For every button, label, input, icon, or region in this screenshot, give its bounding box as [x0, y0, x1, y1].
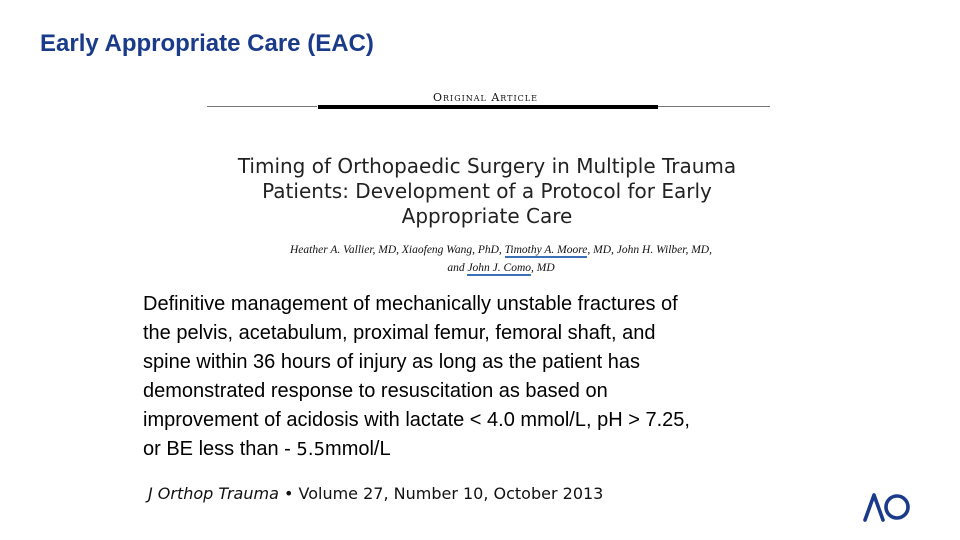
base-excess-unit: mmol/L [325, 438, 391, 460]
ao-logo-letter-o [886, 496, 908, 518]
definition-line-6 [143, 435, 823, 464]
definition-line-4: demonstrated response to resuscitation as based on [143, 380, 608, 402]
author-moore-suffix: , MD, [587, 244, 614, 256]
base-excess-value: 5.5 [296, 439, 326, 460]
author-como-link[interactable]: John J. Como [467, 262, 532, 274]
header-rule-right [658, 106, 770, 107]
author-moore-link[interactable]: Timothy A. Moore [504, 244, 588, 256]
author-wilber: John H. Wilber, MD, [616, 244, 712, 256]
article-title [230, 154, 744, 229]
article-section-label: Original Article [433, 91, 538, 104]
definition-line-6-prefix: or BE less than - [143, 438, 291, 460]
author-como-suffix: , MD [531, 262, 555, 274]
author-vallier: Heather A. Vallier, MD, [290, 244, 400, 256]
article-title-line-2: Patients: Development of a Protocol for Early [262, 179, 712, 203]
ao-logo-letter-a [865, 495, 883, 520]
author-wang: Xiaofeng Wang, PhD, [401, 244, 502, 256]
ao-logo-mark [865, 495, 908, 520]
article-authors [236, 241, 766, 277]
authors-line-2 [236, 259, 766, 277]
header-rule-left [207, 106, 317, 107]
authors-and: and [447, 262, 465, 274]
citation-bullet: • [283, 484, 294, 503]
ao-logo [862, 490, 912, 524]
header-rule-thick [318, 105, 658, 109]
definition-line-1: Definitive management of mechanically unstable fractures of [143, 293, 678, 315]
eac-definition [143, 290, 823, 464]
definition-line-3: spine within 36 hours of injury as long as the patient has [143, 351, 640, 373]
citation-details: Volume 27, Number 10, October 2013 [298, 484, 604, 503]
article-title-line-3: Appropriate Care [401, 204, 573, 228]
journal-citation [148, 484, 603, 503]
definition-line-5: improvement of acidosis with lactate < 4.0 mmol/L, pH > 7.25, [143, 409, 690, 431]
slide-title: Early Appropriate Care (EAC) [40, 30, 374, 57]
definition-line-2: the pelvis, acetabulum, proximal femur, femoral shaft, and [143, 322, 656, 344]
article-title-line-1: Timing of Orthopaedic Surgery in Multiple Trauma [237, 154, 737, 178]
journal-name: J Orthop Trauma [148, 484, 279, 503]
authors-line-1 [236, 241, 766, 259]
